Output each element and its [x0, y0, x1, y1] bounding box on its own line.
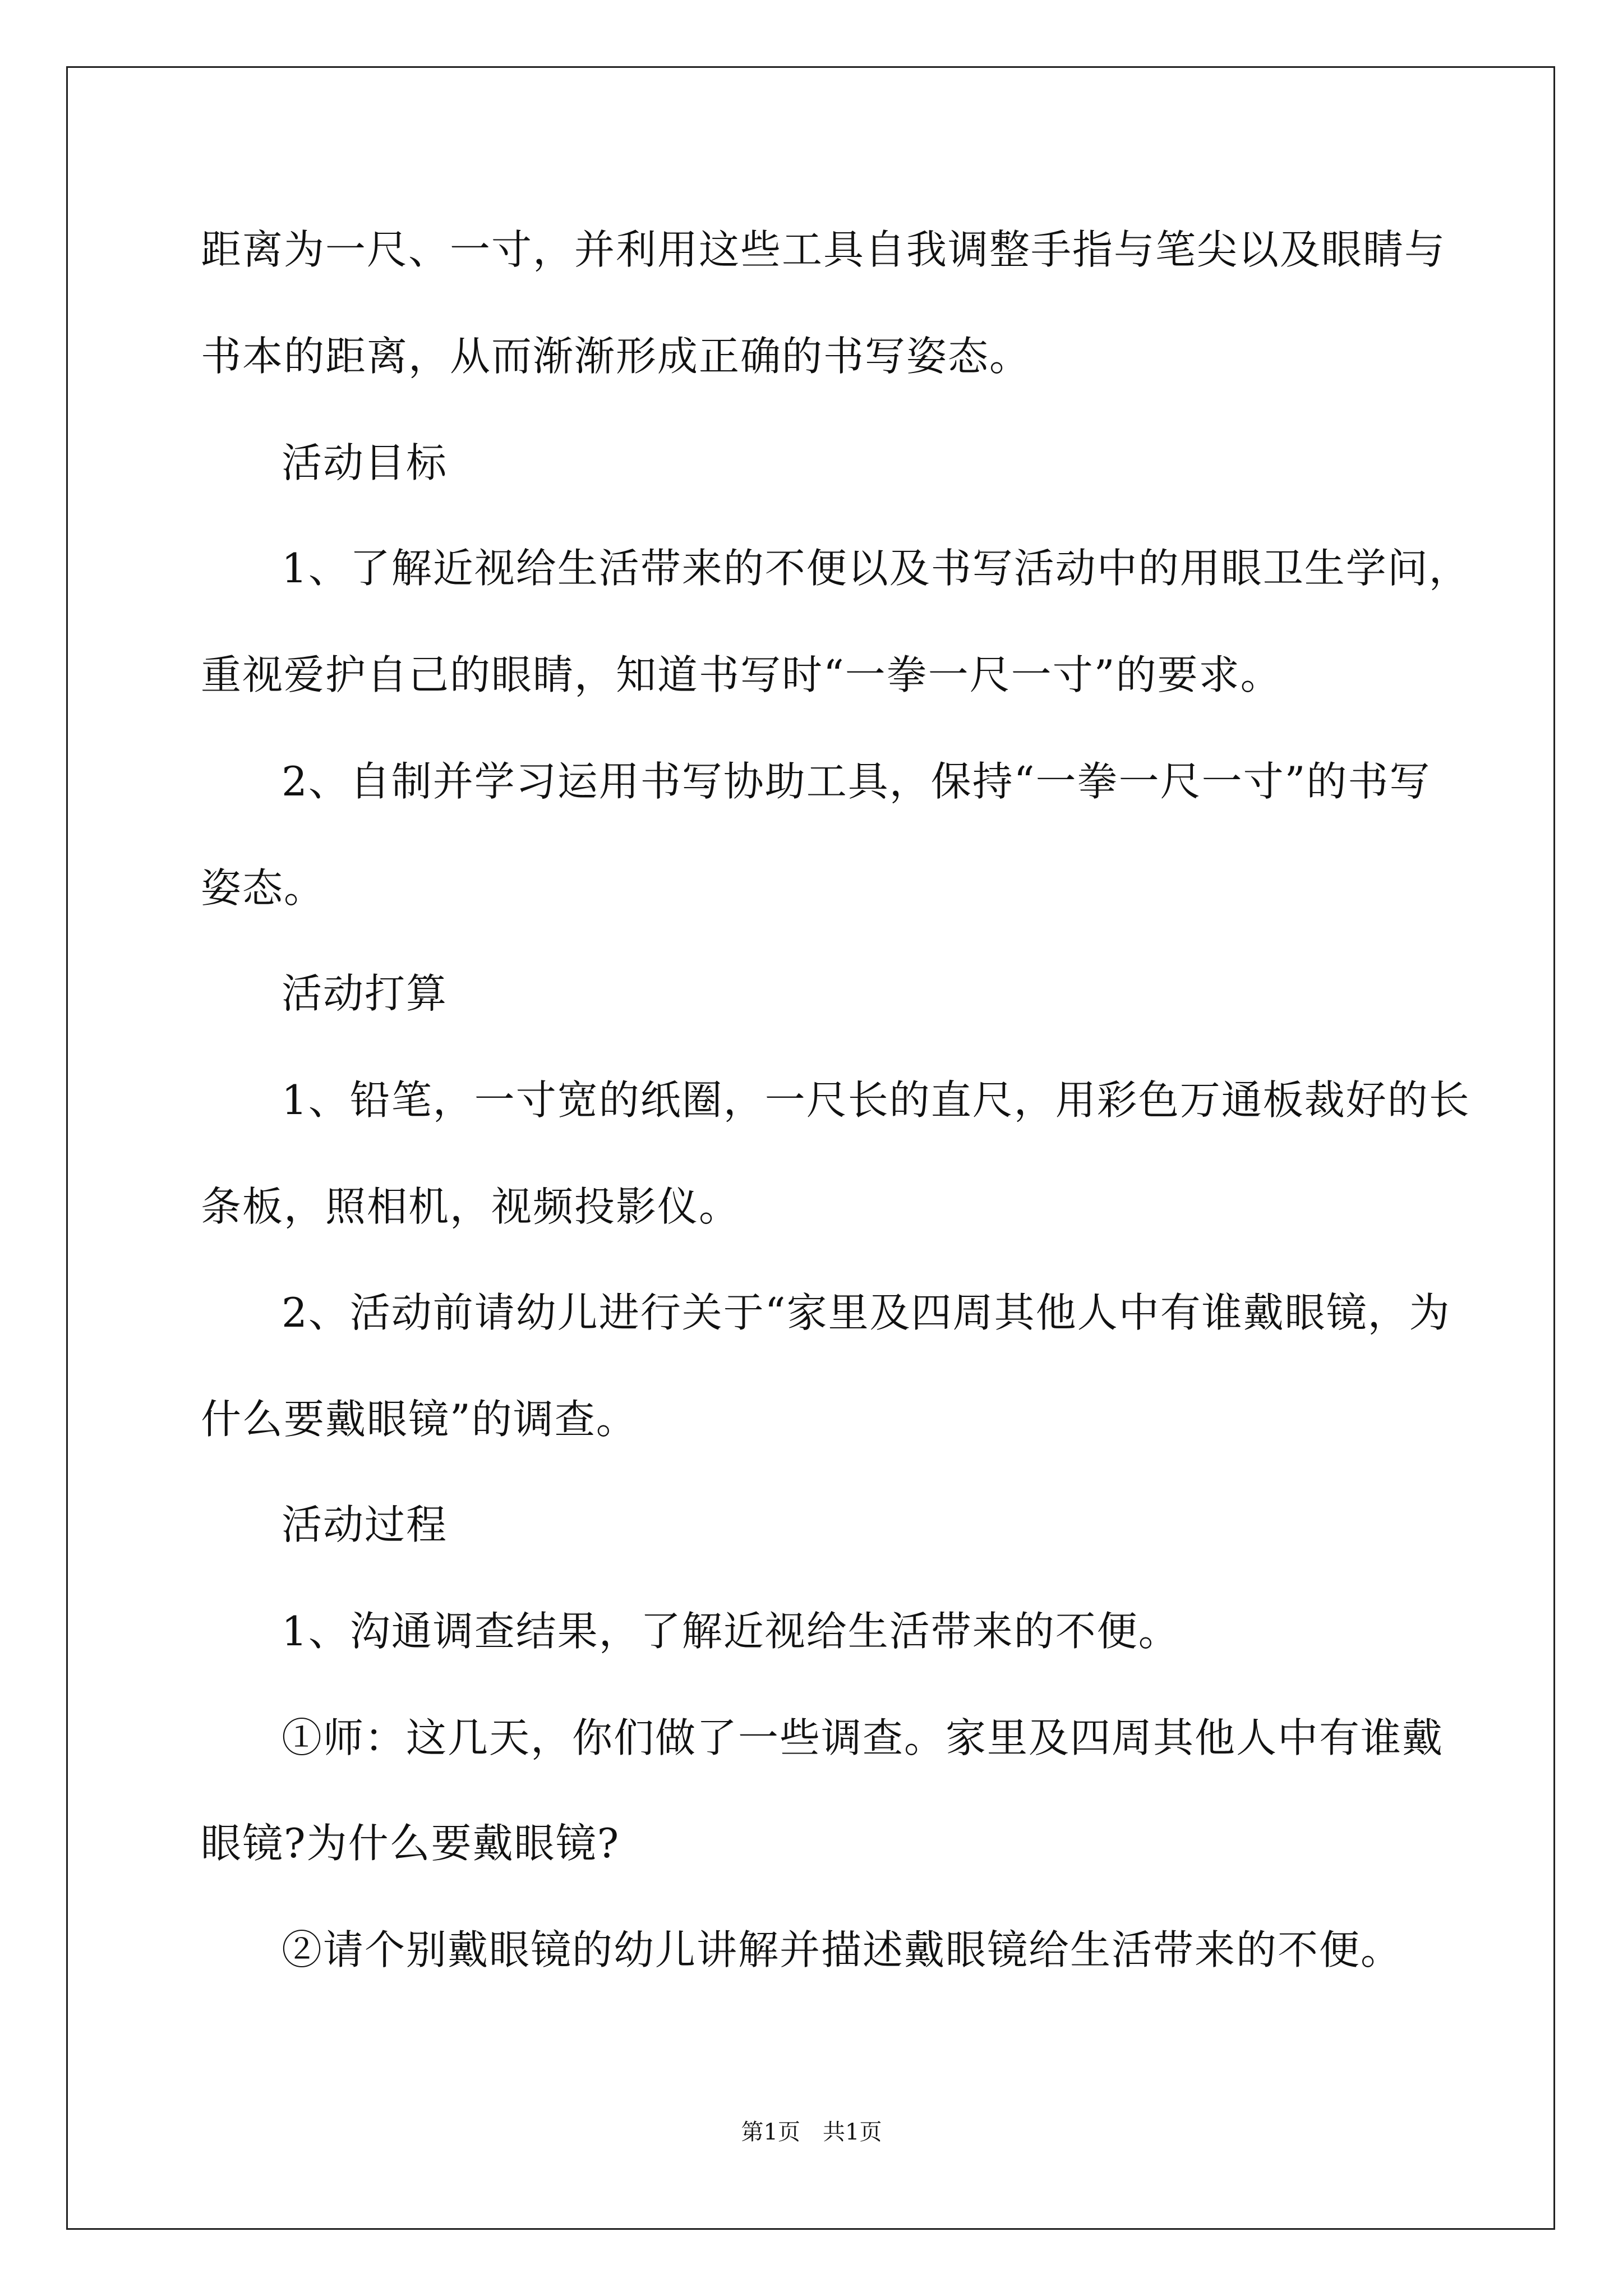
text-line: 2、自制并学习运用书写协助工具，保持“一拳一尺一寸”的书写 [282, 758, 1431, 805]
text-line: 距离为一尺、一寸，并利用这些工具自我调整手指与笔尖以及眼睛与 [201, 226, 1446, 273]
text-line: 眼镜?为什么要戴眼镜? [201, 1820, 620, 1867]
text-line: ①师：这几天，你们做了一些调查。家里及四周其他人中有谁戴 [282, 1714, 1444, 1761]
text-line: 1、了解近视给生活带来的不便以及书写活动中的用眼卫生学问， [282, 545, 1470, 592]
section-heading: 活动目标 [282, 439, 448, 486]
text-line: 姿态。 [201, 864, 326, 912]
text-line: 2、活动前请幼儿进行关于“家里及四周其他人中有谁戴眼镜，为 [282, 1289, 1451, 1336]
text-line: 1、铅笔，一寸宽的纸圈，一尺长的直尺，用彩色万通板裁好的长 [282, 1076, 1470, 1124]
page-footer: 第1页 共1页 [741, 2119, 882, 2145]
section-heading: 活动过程 [282, 1501, 448, 1548]
text-line: ②请个别戴眼镜的幼儿讲解并描述戴眼镜给生活带来的不便。 [282, 1926, 1403, 1973]
section-heading: 活动打算 [282, 970, 448, 1017]
text-line: 什么要戴眼镜”的调查。 [201, 1396, 638, 1443]
text-line: 条板，照相机，视频投影仪。 [201, 1183, 741, 1230]
page-border [66, 66, 1555, 2230]
text-line: 1、沟通调查结果，了解近视给生活带来的不便。 [282, 1608, 1180, 1655]
text-line: 书本的距离，从而渐渐形成正确的书写姿态。 [201, 333, 1031, 380]
text-line: 重视爱护自己的眼睛，知道书写时“一拳一尺一寸”的要求。 [201, 651, 1282, 698]
